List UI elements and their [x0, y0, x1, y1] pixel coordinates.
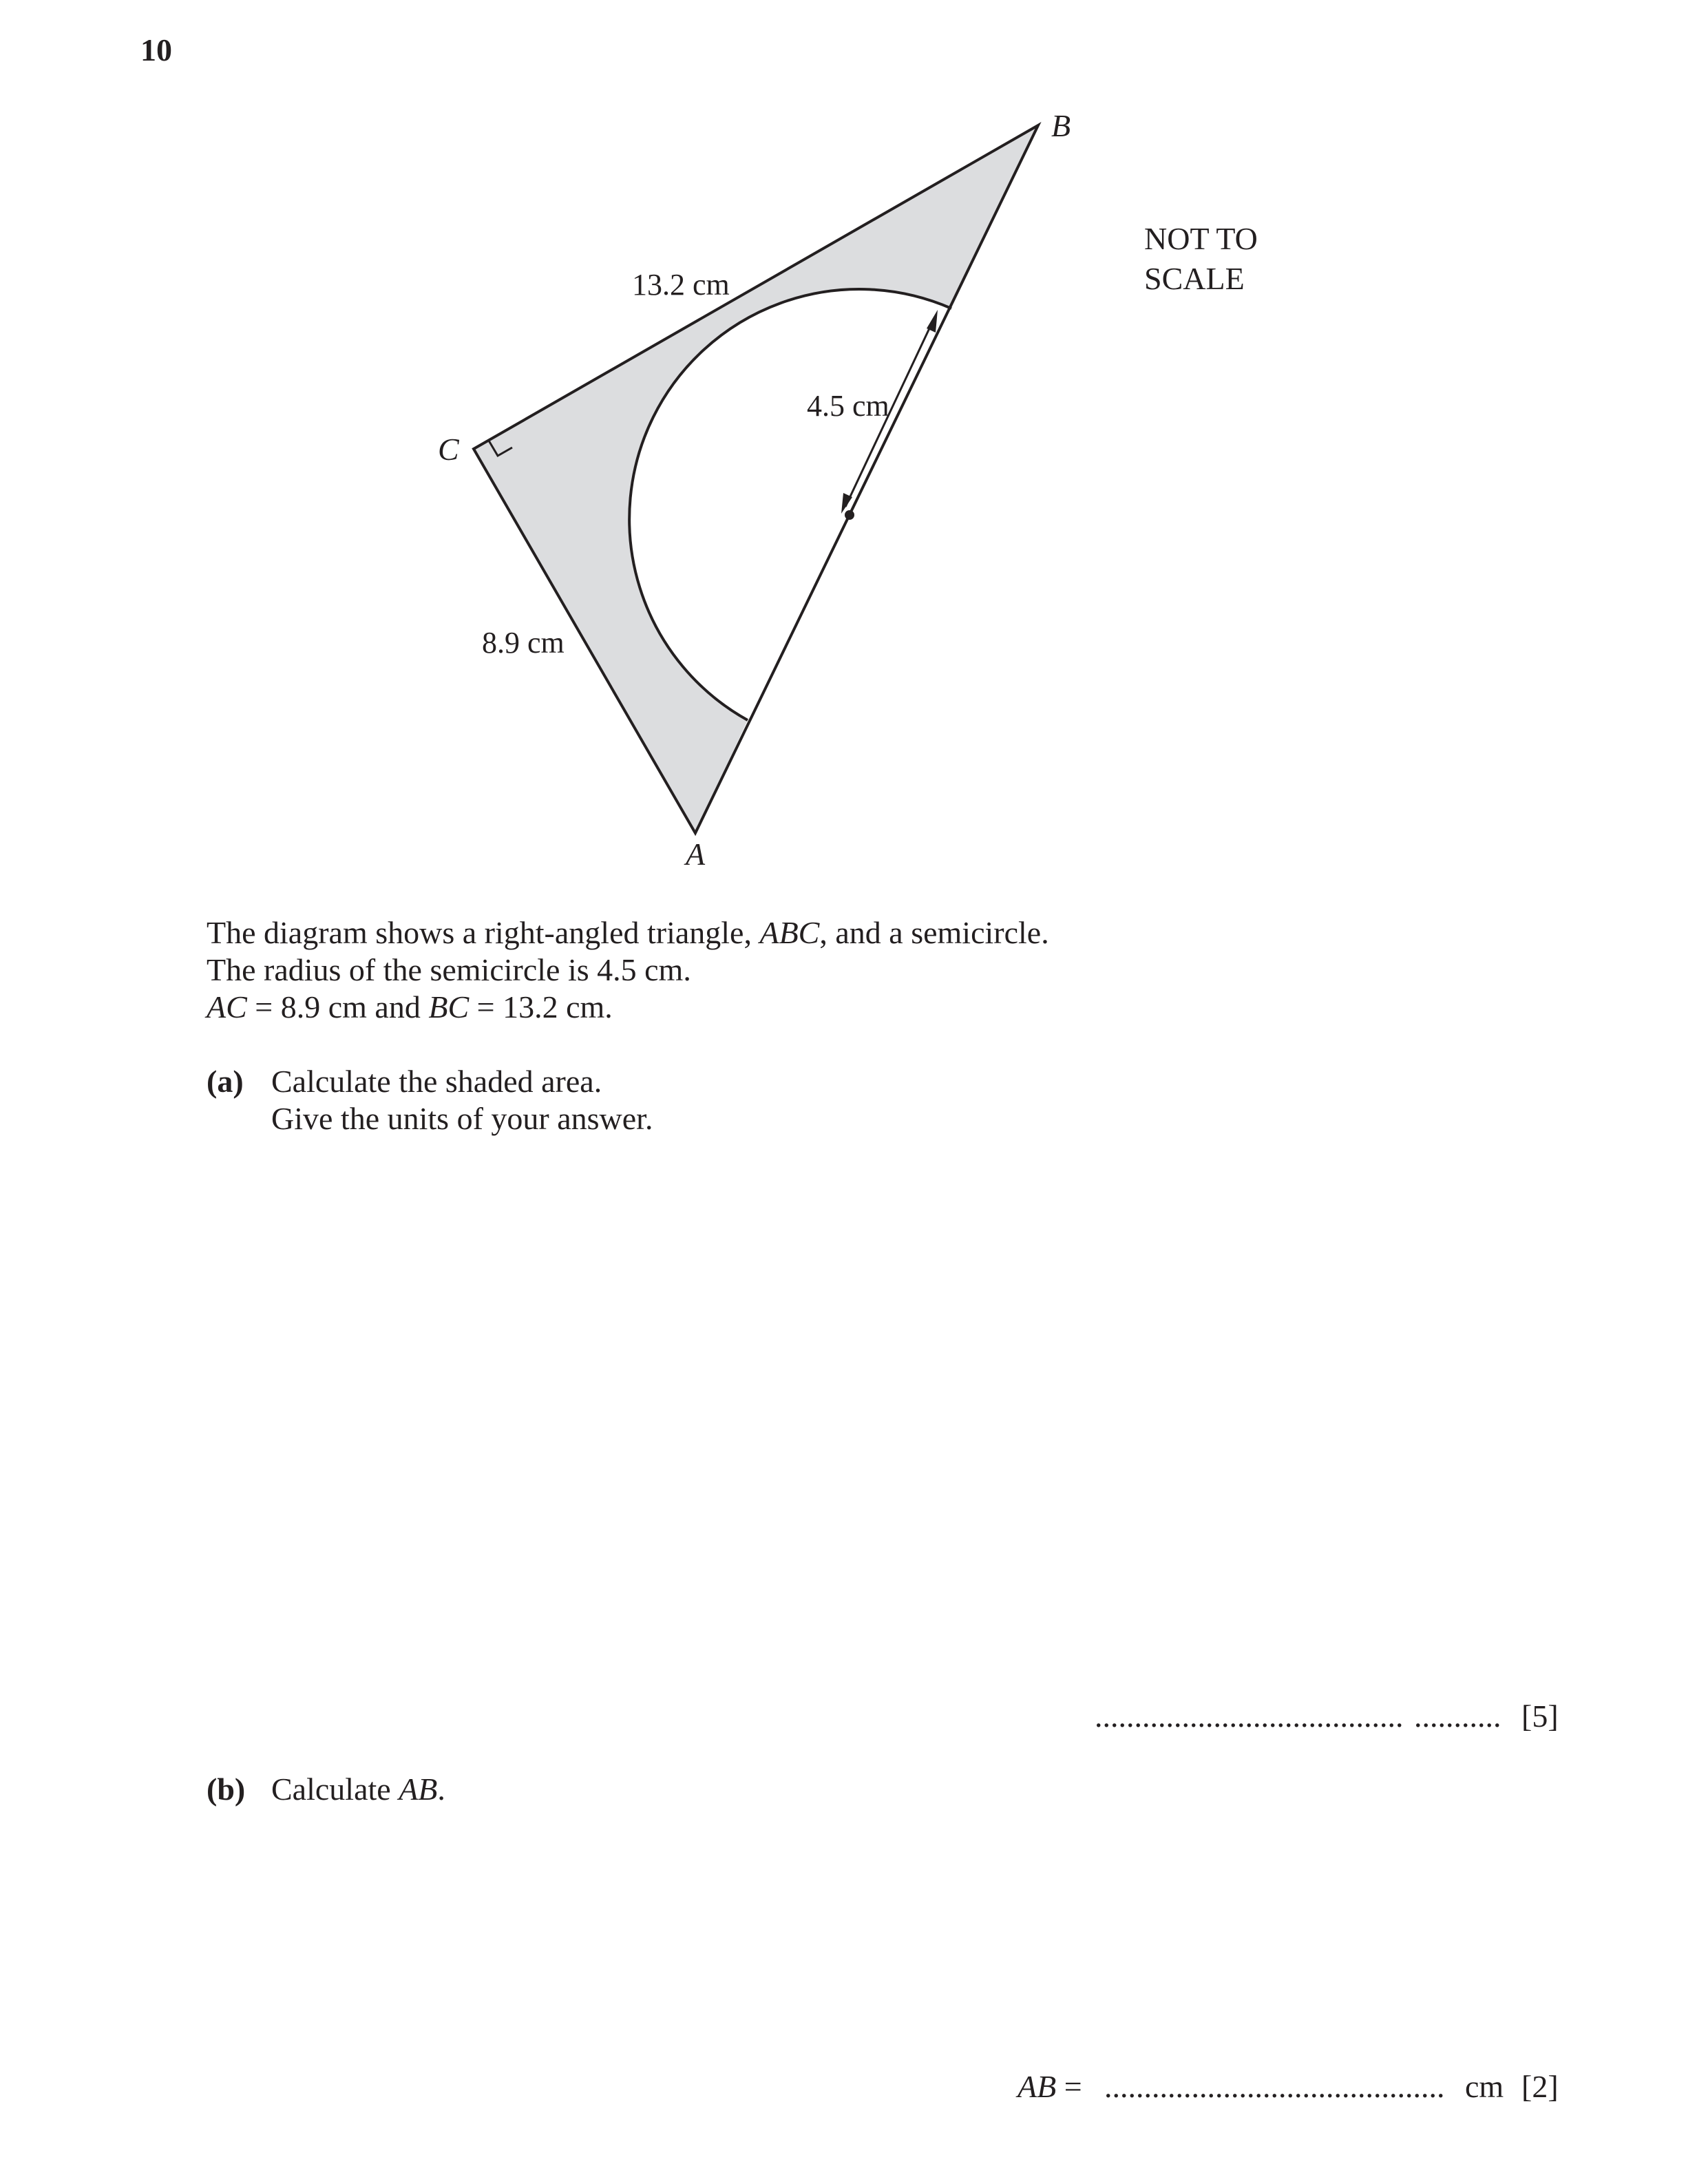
label-bc-length: 13.2 cm: [632, 268, 730, 302]
part-b-answer-var: AB: [1018, 2069, 1057, 2104]
part-a-label: (a): [207, 1064, 244, 1099]
part-b-unit: cm: [1465, 2069, 1504, 2104]
intro-line-3-mid: = 8.9 cm and: [246, 989, 429, 1024]
part-b-answer-label: [1018, 2068, 1082, 2105]
part-b-marks: [2]: [1521, 2069, 1559, 2104]
part-a-answer-line[interactable]: .......................................: [1095, 1699, 1404, 1734]
vertex-label-a: A: [686, 837, 706, 872]
intro-line-3: [207, 989, 1049, 1026]
intro-line-1-prefix: The diagram shows a right-angled triangle,: [207, 915, 760, 950]
intro-triangle-name: ABC: [759, 915, 820, 950]
part-b-answer-line[interactable]: ...........................................: [1104, 2069, 1445, 2104]
part-b-text-var: AB: [399, 1771, 438, 1807]
intro-ac: AC: [207, 989, 247, 1024]
part-a-units-line[interactable]: ...........: [1414, 1699, 1501, 1734]
scale-note-line1: NOT TO: [1144, 221, 1258, 256]
part-a-question: [271, 1063, 653, 1137]
intro-line-1-suffix: , and a semicircle.: [819, 915, 1049, 950]
part-b-answer-equals: =: [1056, 2069, 1082, 2104]
part-b-question: [271, 1771, 445, 1808]
not-to-scale-note: [1144, 219, 1258, 299]
intro-text: [207, 914, 1049, 1026]
intro-line-1: [207, 914, 1049, 951]
part-b-text-suffix: .: [437, 1771, 445, 1807]
part-a-marks: [5]: [1521, 1699, 1559, 1734]
label-ac-length: 8.9 cm: [482, 626, 565, 660]
scale-note-line2: SCALE: [1144, 261, 1245, 296]
intro-line-2: The radius of the semicircle is 4.5 cm.: [207, 952, 691, 987]
triangle-semicircle-diagram: [0, 0, 1708, 895]
page-number: 10: [140, 32, 172, 67]
label-radius: 4.5 cm: [807, 389, 889, 423]
shaded-region: [474, 125, 1038, 833]
intro-bc: BC: [428, 989, 470, 1024]
radius-arrowhead-top: [927, 310, 938, 333]
part-a-line-2: Give the units of your answer.: [271, 1101, 653, 1136]
intro-line-3-end: = 13.2 cm.: [469, 989, 613, 1024]
part-b-text-prefix: Calculate: [271, 1771, 399, 1807]
part-b-label: (b): [207, 1771, 246, 1807]
vertex-label-c: C: [438, 432, 459, 467]
part-a-line-1: Calculate the shaded area.: [271, 1064, 602, 1099]
semicircle-centre-dot: [845, 510, 854, 520]
vertex-label-b: B: [1051, 108, 1071, 143]
